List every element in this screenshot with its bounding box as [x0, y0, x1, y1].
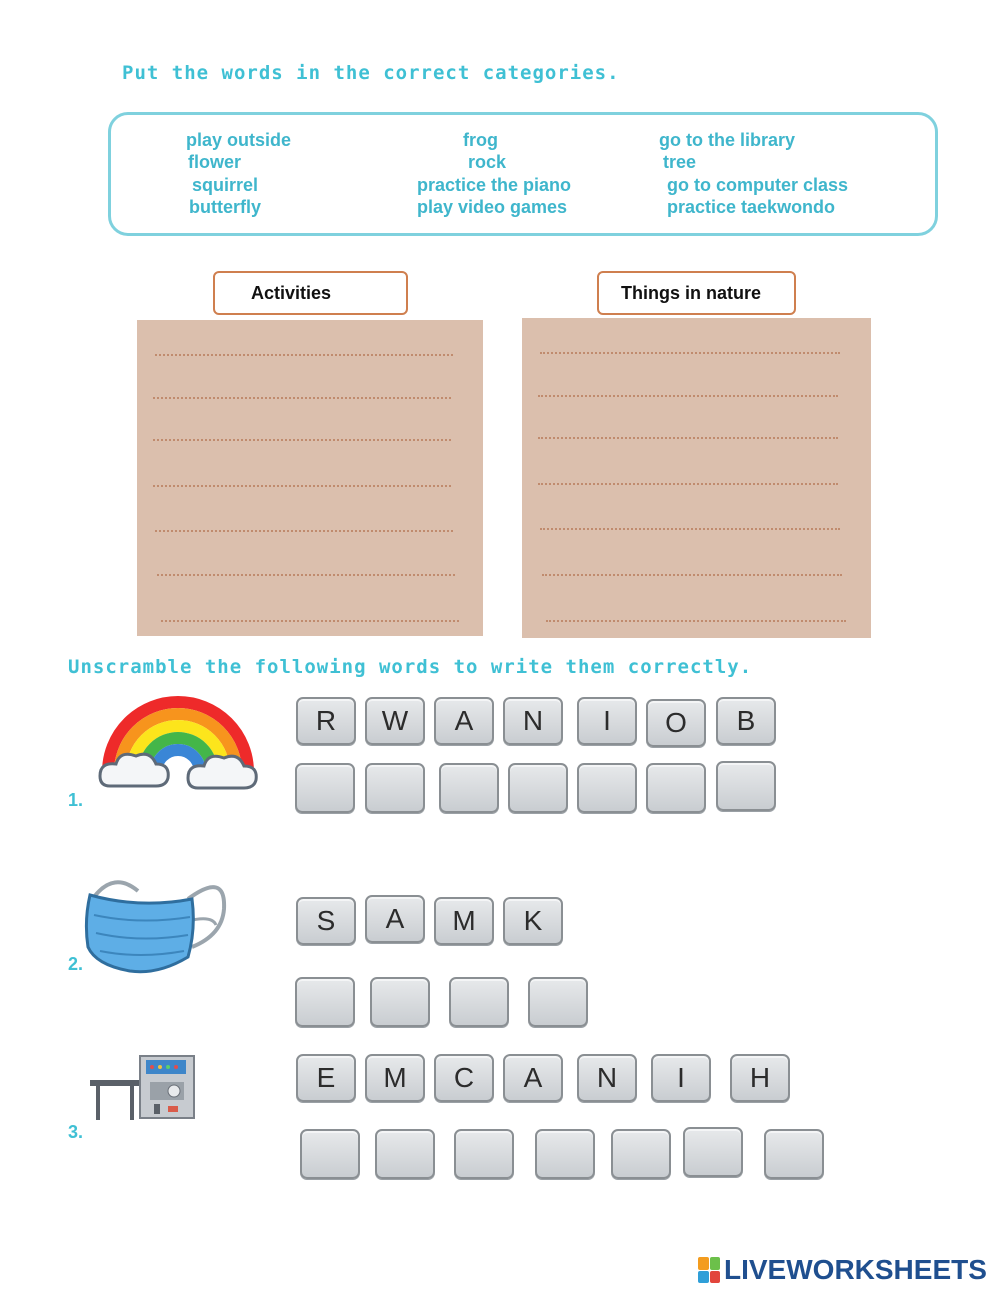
word-flower[interactable]: flower [188, 152, 242, 172]
letter-tile[interactable]: W [365, 697, 425, 745]
word-squirrel[interactable]: squirrel [192, 175, 259, 195]
answer-slot[interactable] [295, 763, 355, 813]
nature-label: Things in nature [597, 271, 796, 315]
puzzle-number: 3. [68, 1122, 84, 1142]
categorize-instruction: Put the words in the correct categories. [122, 62, 620, 84]
word-bank [108, 112, 938, 236]
letter-tile[interactable]: M [365, 1054, 425, 1102]
answer-slot[interactable] [439, 763, 499, 813]
letter-tile[interactable]: H [730, 1054, 790, 1102]
puzzle-number: 1. [68, 790, 84, 810]
activities-drop-zone[interactable] [137, 320, 483, 636]
answer-slot[interactable] [365, 763, 425, 813]
letter-tile[interactable]: A [365, 895, 425, 943]
letter-tile[interactable]: R [296, 697, 356, 745]
answer-slot[interactable] [611, 1129, 671, 1179]
answer-line [540, 352, 840, 354]
face-mask-image [84, 873, 228, 975]
letter-tile[interactable]: A [503, 1054, 563, 1102]
answer-line [157, 574, 455, 576]
answer-slot[interactable] [646, 763, 706, 813]
letter-tile[interactable]: S [296, 897, 356, 945]
word-go-to-the-library[interactable]: go to the library [659, 130, 796, 150]
word-frog[interactable]: frog [463, 130, 498, 150]
word-go-to-computer-class[interactable]: go to computer class [667, 175, 849, 195]
answer-slot[interactable] [716, 761, 776, 811]
answer-line [155, 530, 453, 532]
answer-slot[interactable] [577, 763, 637, 813]
answer-slot[interactable] [764, 1129, 824, 1179]
letter-tile[interactable]: O [646, 699, 706, 747]
answer-slot[interactable] [370, 977, 430, 1027]
answer-slot[interactable] [683, 1127, 743, 1177]
liveworksheets-logo [698, 1254, 987, 1286]
word-practice-the-piano[interactable]: practice the piano [417, 175, 572, 195]
answer-slot[interactable] [449, 977, 509, 1027]
answer-slot[interactable] [535, 1129, 595, 1179]
word-play-outside[interactable]: play outside [186, 130, 292, 150]
word-butterfly[interactable]: butterfly [189, 197, 261, 217]
machine-image [90, 1052, 198, 1122]
word-play-video-games[interactable]: play video games [417, 197, 568, 217]
word-practice-taekwondo[interactable]: practice taekwondo [667, 197, 836, 217]
answer-slot[interactable] [295, 977, 355, 1027]
letter-tile[interactable]: I [577, 697, 637, 745]
letter-tile[interactable]: N [577, 1054, 637, 1102]
logo-mark-icon [698, 1257, 720, 1283]
unscramble-instruction: Unscramble the following words to write them correctly. [68, 656, 753, 678]
answer-line [153, 485, 451, 487]
letter-tile[interactable]: E [296, 1054, 356, 1102]
letter-tile[interactable]: C [434, 1054, 494, 1102]
answer-line [540, 528, 840, 530]
answer-slot[interactable] [528, 977, 588, 1027]
answer-line [161, 620, 459, 622]
answer-line [155, 354, 453, 356]
answer-slot[interactable] [508, 763, 568, 813]
letter-tile[interactable]: A [434, 697, 494, 745]
letter-tile[interactable]: B [716, 697, 776, 745]
nature-drop-zone[interactable] [522, 318, 871, 638]
answer-line [538, 437, 838, 439]
answer-line [546, 620, 846, 622]
answer-slot[interactable] [300, 1129, 360, 1179]
word-tree[interactable]: tree [663, 152, 697, 172]
answer-slot[interactable] [375, 1129, 435, 1179]
letter-tile[interactable]: I [651, 1054, 711, 1102]
activities-label: Activities [213, 271, 408, 315]
answer-line [542, 574, 842, 576]
letter-tile[interactable]: N [503, 697, 563, 745]
puzzle-number: 2. [68, 954, 84, 974]
answer-line [538, 395, 838, 397]
rainbow-image [94, 694, 260, 806]
word-rock[interactable]: rock [468, 152, 507, 172]
answer-line [538, 483, 838, 485]
letter-tile[interactable]: K [503, 897, 563, 945]
answer-line [153, 439, 451, 441]
brand-name: LIVEWORKSHEETS [724, 1254, 987, 1285]
letter-tile[interactable]: M [434, 897, 494, 945]
answer-line [153, 397, 451, 399]
answer-slot[interactable] [454, 1129, 514, 1179]
